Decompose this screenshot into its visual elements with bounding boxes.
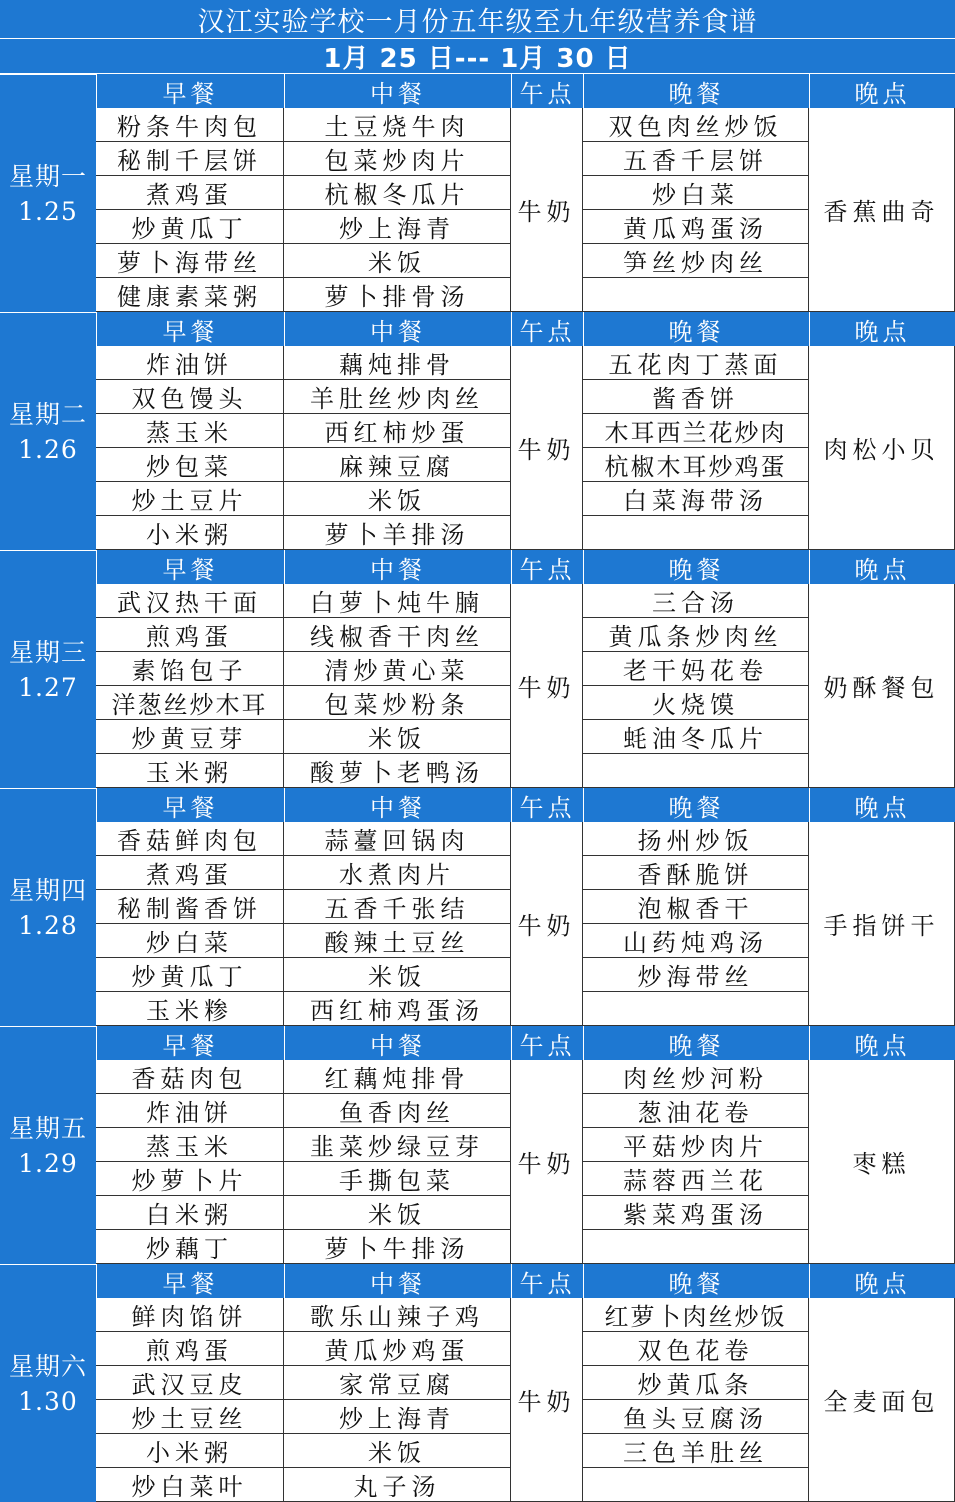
dinner-item: 炒白菜 bbox=[583, 176, 809, 210]
dinner-item: 笋丝炒肉丝 bbox=[583, 244, 809, 278]
breakfast-item: 炒黄瓜丁 bbox=[96, 958, 284, 992]
night-snack-header: 晚点 bbox=[809, 1264, 955, 1298]
dinner-item: 紫菜鸡蛋汤 bbox=[583, 1196, 809, 1230]
breakfast-item: 小米粥 bbox=[96, 516, 284, 550]
day-block bbox=[0, 74, 955, 312]
date-range: 1月 25 日--- 1月 30 日 bbox=[0, 39, 955, 73]
night-snack-header: 晚点 bbox=[809, 788, 955, 822]
dinner-item: 老干妈花卷 bbox=[583, 652, 809, 686]
lunch-header: 中餐 bbox=[284, 1264, 511, 1298]
dinner-item: 蚝油冬瓜片 bbox=[583, 720, 809, 754]
dinner-header: 晚餐 bbox=[583, 1026, 809, 1060]
breakfast-item: 炸油饼 bbox=[96, 346, 284, 380]
dinner-item: 五香千层饼 bbox=[583, 142, 809, 176]
dinner-item: 木耳西兰花炒肉 bbox=[583, 414, 809, 448]
breakfast-item: 香菇肉包 bbox=[96, 1060, 284, 1094]
date: 1.30 bbox=[18, 1386, 78, 1416]
dinner-item bbox=[583, 278, 809, 312]
noon-snack: 牛奶 bbox=[511, 584, 583, 788]
weekday: 星期二 bbox=[8, 399, 87, 429]
lunch-item: 清炒黄心菜 bbox=[284, 652, 511, 686]
lunch-item: 米饭 bbox=[284, 244, 511, 278]
breakfast-item: 炒白菜叶 bbox=[96, 1468, 284, 1502]
breakfast-item: 双色馒头 bbox=[96, 380, 284, 414]
lunch-item: 鱼香肉丝 bbox=[284, 1094, 511, 1128]
dinner-item: 平菇炒肉片 bbox=[583, 1128, 809, 1162]
weekday: 星期六 bbox=[8, 1351, 87, 1381]
breakfast-item: 煮鸡蛋 bbox=[96, 856, 284, 890]
breakfast-item: 炒土豆片 bbox=[96, 482, 284, 516]
dinner-header: 晚餐 bbox=[583, 1264, 809, 1298]
date: 1.27 bbox=[18, 672, 78, 702]
dinner-item: 双色花卷 bbox=[583, 1332, 809, 1366]
breakfast-item: 秘制酱香饼 bbox=[96, 890, 284, 924]
lunch-header: 中餐 bbox=[284, 550, 511, 584]
dinner-item: 三色羊肚丝 bbox=[583, 1434, 809, 1468]
breakfast-item: 鲜肉馅饼 bbox=[96, 1298, 284, 1332]
night-snack-header: 晚点 bbox=[809, 1026, 955, 1060]
lunch-item: 红藕炖排骨 bbox=[284, 1060, 511, 1094]
dinner-item: 葱油花卷 bbox=[583, 1094, 809, 1128]
weekday: 星期四 bbox=[8, 875, 87, 905]
breakfast-item: 炒黄豆芽 bbox=[96, 720, 284, 754]
lunch-item: 线椒香干肉丝 bbox=[284, 618, 511, 652]
night-snack-header: 晚点 bbox=[809, 74, 955, 108]
day-block bbox=[0, 1264, 955, 1502]
dinner-item: 火烧馍 bbox=[583, 686, 809, 720]
dinner-item: 山药炖鸡汤 bbox=[583, 924, 809, 958]
night-snack-header: 晚点 bbox=[809, 312, 955, 346]
lunch-item: 米饭 bbox=[284, 482, 511, 516]
breakfast-item: 炒黄瓜丁 bbox=[96, 210, 284, 244]
lunch-item: 手撕包菜 bbox=[284, 1162, 511, 1196]
dinner-header: 晚餐 bbox=[583, 74, 809, 108]
night-snack: 肉松小贝 bbox=[809, 346, 955, 550]
breakfast-item: 健康素菜粥 bbox=[96, 278, 284, 312]
dinner-header: 晚餐 bbox=[583, 312, 809, 346]
dinner-header: 晚餐 bbox=[583, 550, 809, 584]
dinner-item: 黄瓜鸡蛋汤 bbox=[583, 210, 809, 244]
dinner-item: 炒黄瓜条 bbox=[583, 1366, 809, 1400]
breakfast-item: 蒸玉米 bbox=[96, 414, 284, 448]
lunch-item: 萝卜牛排汤 bbox=[284, 1230, 511, 1264]
dinner-item: 肉丝炒河粉 bbox=[583, 1060, 809, 1094]
dinner-item: 香酥脆饼 bbox=[583, 856, 809, 890]
breakfast-item: 炒萝卜片 bbox=[96, 1162, 284, 1196]
lunch-item: 米饭 bbox=[284, 1196, 511, 1230]
dinner-item bbox=[583, 1230, 809, 1264]
dinner-item: 扬州炒饭 bbox=[583, 822, 809, 856]
date: 1.28 bbox=[18, 910, 78, 940]
night-snack: 枣糕 bbox=[809, 1060, 955, 1264]
dinner-item: 三合汤 bbox=[583, 584, 809, 618]
day-block bbox=[0, 1026, 955, 1264]
day-block bbox=[0, 312, 955, 550]
dinner-item: 酱香饼 bbox=[583, 380, 809, 414]
noon-snack-header: 午点 bbox=[511, 550, 583, 584]
lunch-item: 西红柿鸡蛋汤 bbox=[284, 992, 511, 1026]
breakfast-header: 早餐 bbox=[96, 1264, 284, 1298]
dinner-item bbox=[583, 1468, 809, 1502]
noon-snack: 牛奶 bbox=[511, 1298, 583, 1502]
breakfast-item: 萝卜海带丝 bbox=[96, 244, 284, 278]
noon-snack-header: 午点 bbox=[511, 1026, 583, 1060]
dinner-item bbox=[583, 516, 809, 550]
breakfast-header: 早餐 bbox=[96, 550, 284, 584]
lunch-item: 丸子汤 bbox=[284, 1468, 511, 1502]
noon-snack-header: 午点 bbox=[511, 312, 583, 346]
breakfast-item: 洋葱丝炒木耳 bbox=[96, 686, 284, 720]
lunch-item: 炒上海青 bbox=[284, 210, 511, 244]
noon-snack: 牛奶 bbox=[511, 1060, 583, 1264]
lunch-item: 酸萝卜老鸭汤 bbox=[284, 754, 511, 788]
day-label bbox=[0, 1026, 96, 1264]
breakfast-header: 早餐 bbox=[96, 74, 284, 108]
lunch-item: 萝卜排骨汤 bbox=[284, 278, 511, 312]
lunch-item: 家常豆腐 bbox=[284, 1366, 511, 1400]
day-label bbox=[0, 788, 96, 1026]
lunch-item: 蒜薹回锅肉 bbox=[284, 822, 511, 856]
breakfast-item: 炸油饼 bbox=[96, 1094, 284, 1128]
lunch-item: 包菜炒肉片 bbox=[284, 142, 511, 176]
breakfast-item: 粉条牛肉包 bbox=[96, 108, 284, 142]
noon-snack: 牛奶 bbox=[511, 346, 583, 550]
dinner-item bbox=[583, 754, 809, 788]
dinner-item: 五花肉丁蒸面 bbox=[583, 346, 809, 380]
dinner-item bbox=[583, 992, 809, 1026]
lunch-header: 中餐 bbox=[284, 1026, 511, 1060]
dinner-item: 黄瓜条炒肉丝 bbox=[583, 618, 809, 652]
menu-table bbox=[0, 74, 955, 1502]
day-label bbox=[0, 1264, 96, 1502]
breakfast-item: 炒包菜 bbox=[96, 448, 284, 482]
dinner-item: 蒜蓉西兰花 bbox=[583, 1162, 809, 1196]
breakfast-item: 煎鸡蛋 bbox=[96, 1332, 284, 1366]
dinner-item: 炒海带丝 bbox=[583, 958, 809, 992]
dinner-item: 杭椒木耳炒鸡蛋 bbox=[583, 448, 809, 482]
lunch-item: 米饭 bbox=[284, 958, 511, 992]
lunch-item: 韭菜炒绿豆芽 bbox=[284, 1128, 511, 1162]
breakfast-header: 早餐 bbox=[96, 788, 284, 822]
breakfast-item: 武汉热干面 bbox=[96, 584, 284, 618]
breakfast-item: 玉米粥 bbox=[96, 754, 284, 788]
breakfast-item: 炒藕丁 bbox=[96, 1230, 284, 1264]
lunch-item: 白萝卜炖牛腩 bbox=[284, 584, 511, 618]
breakfast-item: 煮鸡蛋 bbox=[96, 176, 284, 210]
weekday: 星期五 bbox=[8, 1113, 87, 1143]
lunch-header: 中餐 bbox=[284, 74, 511, 108]
day-label bbox=[0, 74, 96, 312]
day-label bbox=[0, 550, 96, 788]
page-title: 汉江实验学校一月份五年级至九年级营养食谱 bbox=[0, 0, 955, 39]
lunch-item: 萝卜羊排汤 bbox=[284, 516, 511, 550]
lunch-header: 中餐 bbox=[284, 788, 511, 822]
lunch-item: 羊肚丝炒肉丝 bbox=[284, 380, 511, 414]
noon-snack: 牛奶 bbox=[511, 108, 583, 312]
breakfast-header: 早餐 bbox=[96, 1026, 284, 1060]
lunch-header: 中餐 bbox=[284, 312, 511, 346]
lunch-item: 米饭 bbox=[284, 720, 511, 754]
breakfast-header: 早餐 bbox=[96, 312, 284, 346]
date: 1.26 bbox=[18, 434, 78, 464]
day-label bbox=[0, 312, 96, 550]
lunch-item: 麻辣豆腐 bbox=[284, 448, 511, 482]
noon-snack: 牛奶 bbox=[511, 822, 583, 1026]
dinner-item: 泡椒香干 bbox=[583, 890, 809, 924]
date: 1.29 bbox=[18, 1148, 78, 1178]
night-snack-header: 晚点 bbox=[809, 550, 955, 584]
night-snack: 全麦面包 bbox=[809, 1298, 955, 1502]
lunch-item: 西红柿炒蛋 bbox=[284, 414, 511, 448]
breakfast-item: 武汉豆皮 bbox=[96, 1366, 284, 1400]
night-snack: 手指饼干 bbox=[809, 822, 955, 1026]
breakfast-item: 素馅包子 bbox=[96, 652, 284, 686]
dinner-header: 晚餐 bbox=[583, 788, 809, 822]
lunch-item: 包菜炒粉条 bbox=[284, 686, 511, 720]
dinner-item: 白菜海带汤 bbox=[583, 482, 809, 516]
dinner-item: 红萝卜肉丝炒饭 bbox=[583, 1298, 809, 1332]
weekday: 星期三 bbox=[8, 637, 87, 667]
lunch-item: 藕炖排骨 bbox=[284, 346, 511, 380]
date: 1.25 bbox=[18, 196, 78, 226]
breakfast-item: 小米粥 bbox=[96, 1434, 284, 1468]
lunch-item: 炒上海青 bbox=[284, 1400, 511, 1434]
breakfast-item: 白米粥 bbox=[96, 1196, 284, 1230]
lunch-item: 米饭 bbox=[284, 1434, 511, 1468]
noon-snack-header: 午点 bbox=[511, 74, 583, 108]
night-snack: 香蕉曲奇 bbox=[809, 108, 955, 312]
day-block bbox=[0, 788, 955, 1026]
lunch-item: 水煮肉片 bbox=[284, 856, 511, 890]
weekday: 星期一 bbox=[8, 161, 87, 191]
dinner-item: 双色肉丝炒饭 bbox=[583, 108, 809, 142]
noon-snack-header: 午点 bbox=[511, 1264, 583, 1298]
breakfast-item: 炒白菜 bbox=[96, 924, 284, 958]
lunch-item: 歌乐山辣子鸡 bbox=[284, 1298, 511, 1332]
lunch-item: 五香千张结 bbox=[284, 890, 511, 924]
night-snack: 奶酥餐包 bbox=[809, 584, 955, 788]
breakfast-item: 蒸玉米 bbox=[96, 1128, 284, 1162]
day-block bbox=[0, 550, 955, 788]
breakfast-item: 炒土豆丝 bbox=[96, 1400, 284, 1434]
breakfast-item: 香菇鲜肉包 bbox=[96, 822, 284, 856]
dinner-item: 鱼头豆腐汤 bbox=[583, 1400, 809, 1434]
lunch-item: 杭椒冬瓜片 bbox=[284, 176, 511, 210]
breakfast-item: 秘制千层饼 bbox=[96, 142, 284, 176]
breakfast-item: 玉米糁 bbox=[96, 992, 284, 1026]
lunch-item: 土豆烧牛肉 bbox=[284, 108, 511, 142]
lunch-item: 酸辣土豆丝 bbox=[284, 924, 511, 958]
lunch-item: 黄瓜炒鸡蛋 bbox=[284, 1332, 511, 1366]
noon-snack-header: 午点 bbox=[511, 788, 583, 822]
breakfast-item: 煎鸡蛋 bbox=[96, 618, 284, 652]
